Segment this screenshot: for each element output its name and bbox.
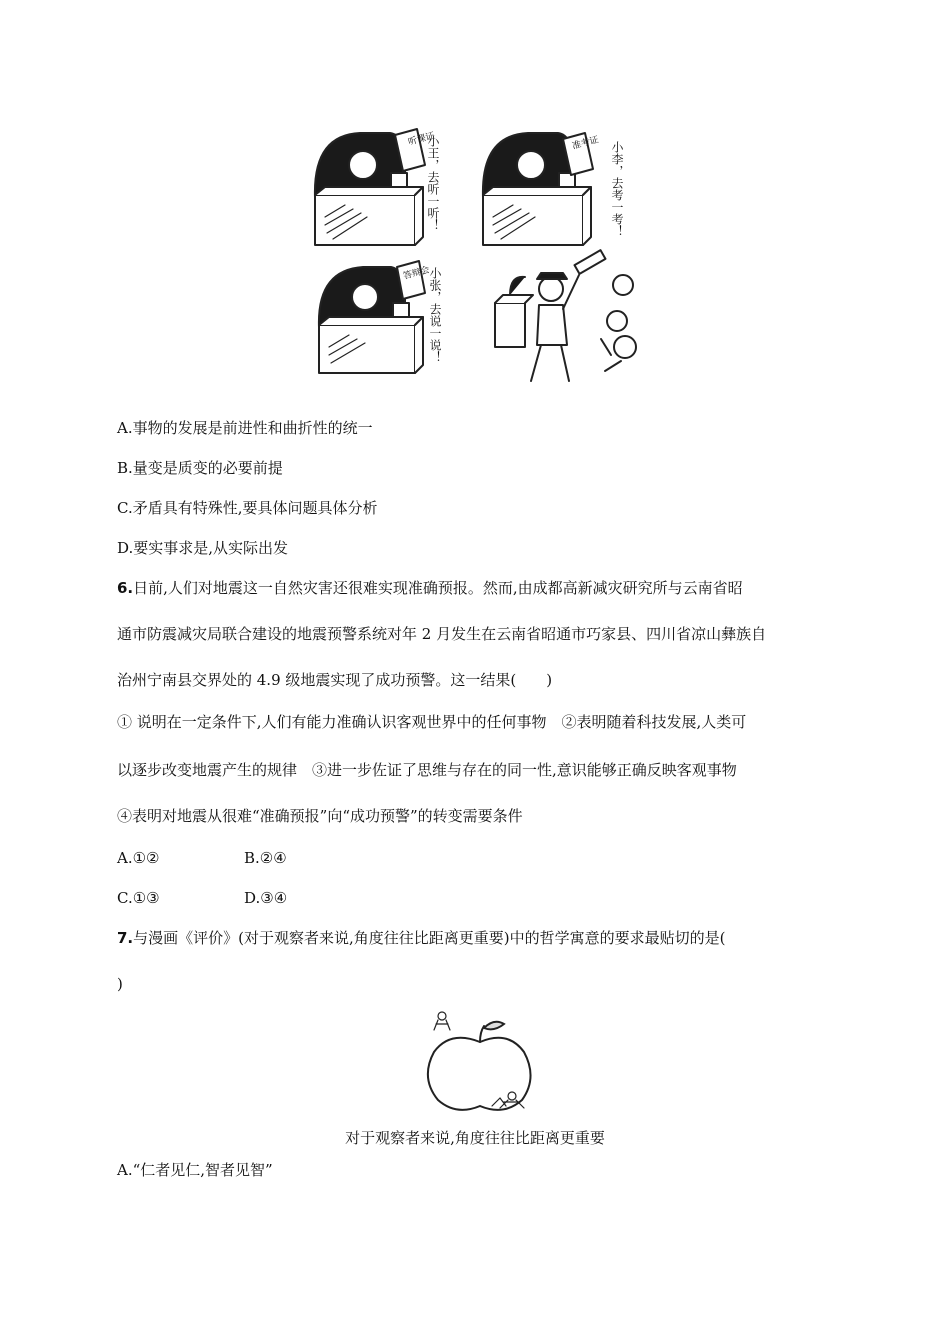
q6-statement-line-2: 以逐步改变地震产生的规律 ③进一步佐证了思维与存在的同一性,意识能够正确反映客观事物 [117,761,737,779]
caption-2: 小李，去考一考！ [610,141,624,237]
sign-2: 准考证 [571,135,600,152]
q7-stem-end: ) [117,975,123,993]
q7-option-a: A.“仁者见仁,智者见智” [117,1161,273,1179]
q6-option-c: C.①③ [117,889,160,907]
q6-stem-line-3: 治州宁南县交界处的 4.9 级地震实现了成功预警。这一结果( ) [117,671,553,689]
caption-1: 小王，去听一听！ [426,135,440,231]
q6-stem-line-2: 通市防震减灾局联合建设的地震预警系统对年 2 月发生在云南省昭通市巧家县、四川省凉山彝族自 [117,625,767,643]
q5-option-a: A.事物的发展是前进性和曲折性的统一 [117,419,373,437]
q6-option-d: D.③④ [244,889,288,907]
comic-panel-4 [495,250,636,381]
q7-stem: 7.与漫画《评价》(对于观察者来说,角度往往比距离更重要)中的哲学寓意的要求最贴切的是( [117,929,726,947]
q5-option-d: D.要实事求是,从实际出发 [117,539,289,557]
caption-3: 小张，去说一说！ [428,267,442,363]
q6-options-row-1 [117,848,160,868]
sign-1: 听课证 [407,131,436,148]
q6-option-a: A.①② [117,849,160,867]
q5-option-c: C.矛盾具有特殊性,要具体问题具体分析 [117,499,378,517]
q6-statement-line-3: ④表明对地震从很难“准确预报”向“成功预警”的转变需要条件 [117,807,523,825]
q6-number: 6. [117,579,134,597]
q5-option-b: B.量变是质变的必要前提 [117,459,283,477]
q7-number: 7. [117,929,134,947]
sign-3: 答辩会 [402,265,431,282]
q6-option-b: B.②④ [244,849,287,867]
apple-cartoon [420,1008,540,1116]
q6-statement-line-1: ① 说明在一定条件下,人们有能力准确认识客观世界中的任何事物 ②表明随着科技发展,人类可 [117,713,747,731]
apple-caption: 对于观察者来说,角度往往比距离更重要 [345,1129,605,1147]
comic-figure [305,125,650,390]
q6-stem-line-1: 6.日前,人们对地震这一自然灾害还很难实现准确预报。然而,由成都高新减灾研究所与云南省昭 [117,579,743,597]
